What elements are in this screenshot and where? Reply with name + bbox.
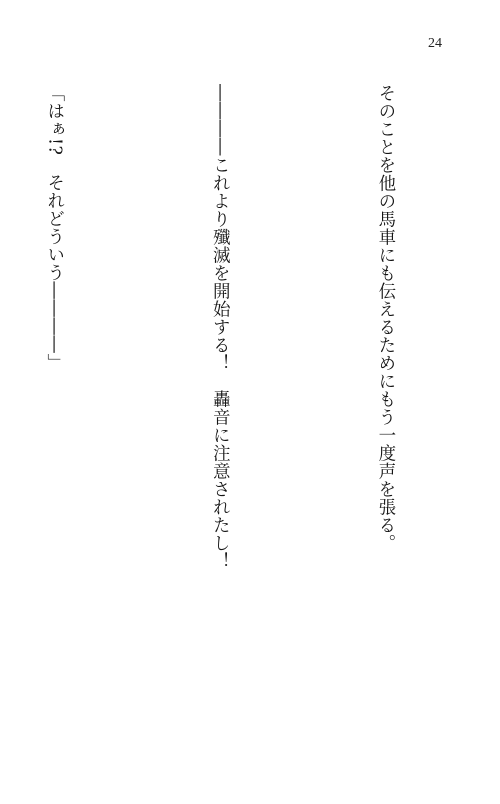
page-number: 24 <box>428 36 442 51</box>
text-line-3: 「はぁ!? それどういう――――」 <box>44 84 65 372</box>
text-line-2: ――――これより殲滅を開始する！ 轟音に注意されたし！ <box>210 84 231 570</box>
text-line-1: そのことを他の馬車にも伝えるためにもう一度声を張る。 <box>375 84 396 552</box>
blank-line-2 <box>123 84 151 684</box>
novel-text-column <box>0 84 454 684</box>
blank-line-1 <box>288 84 316 684</box>
